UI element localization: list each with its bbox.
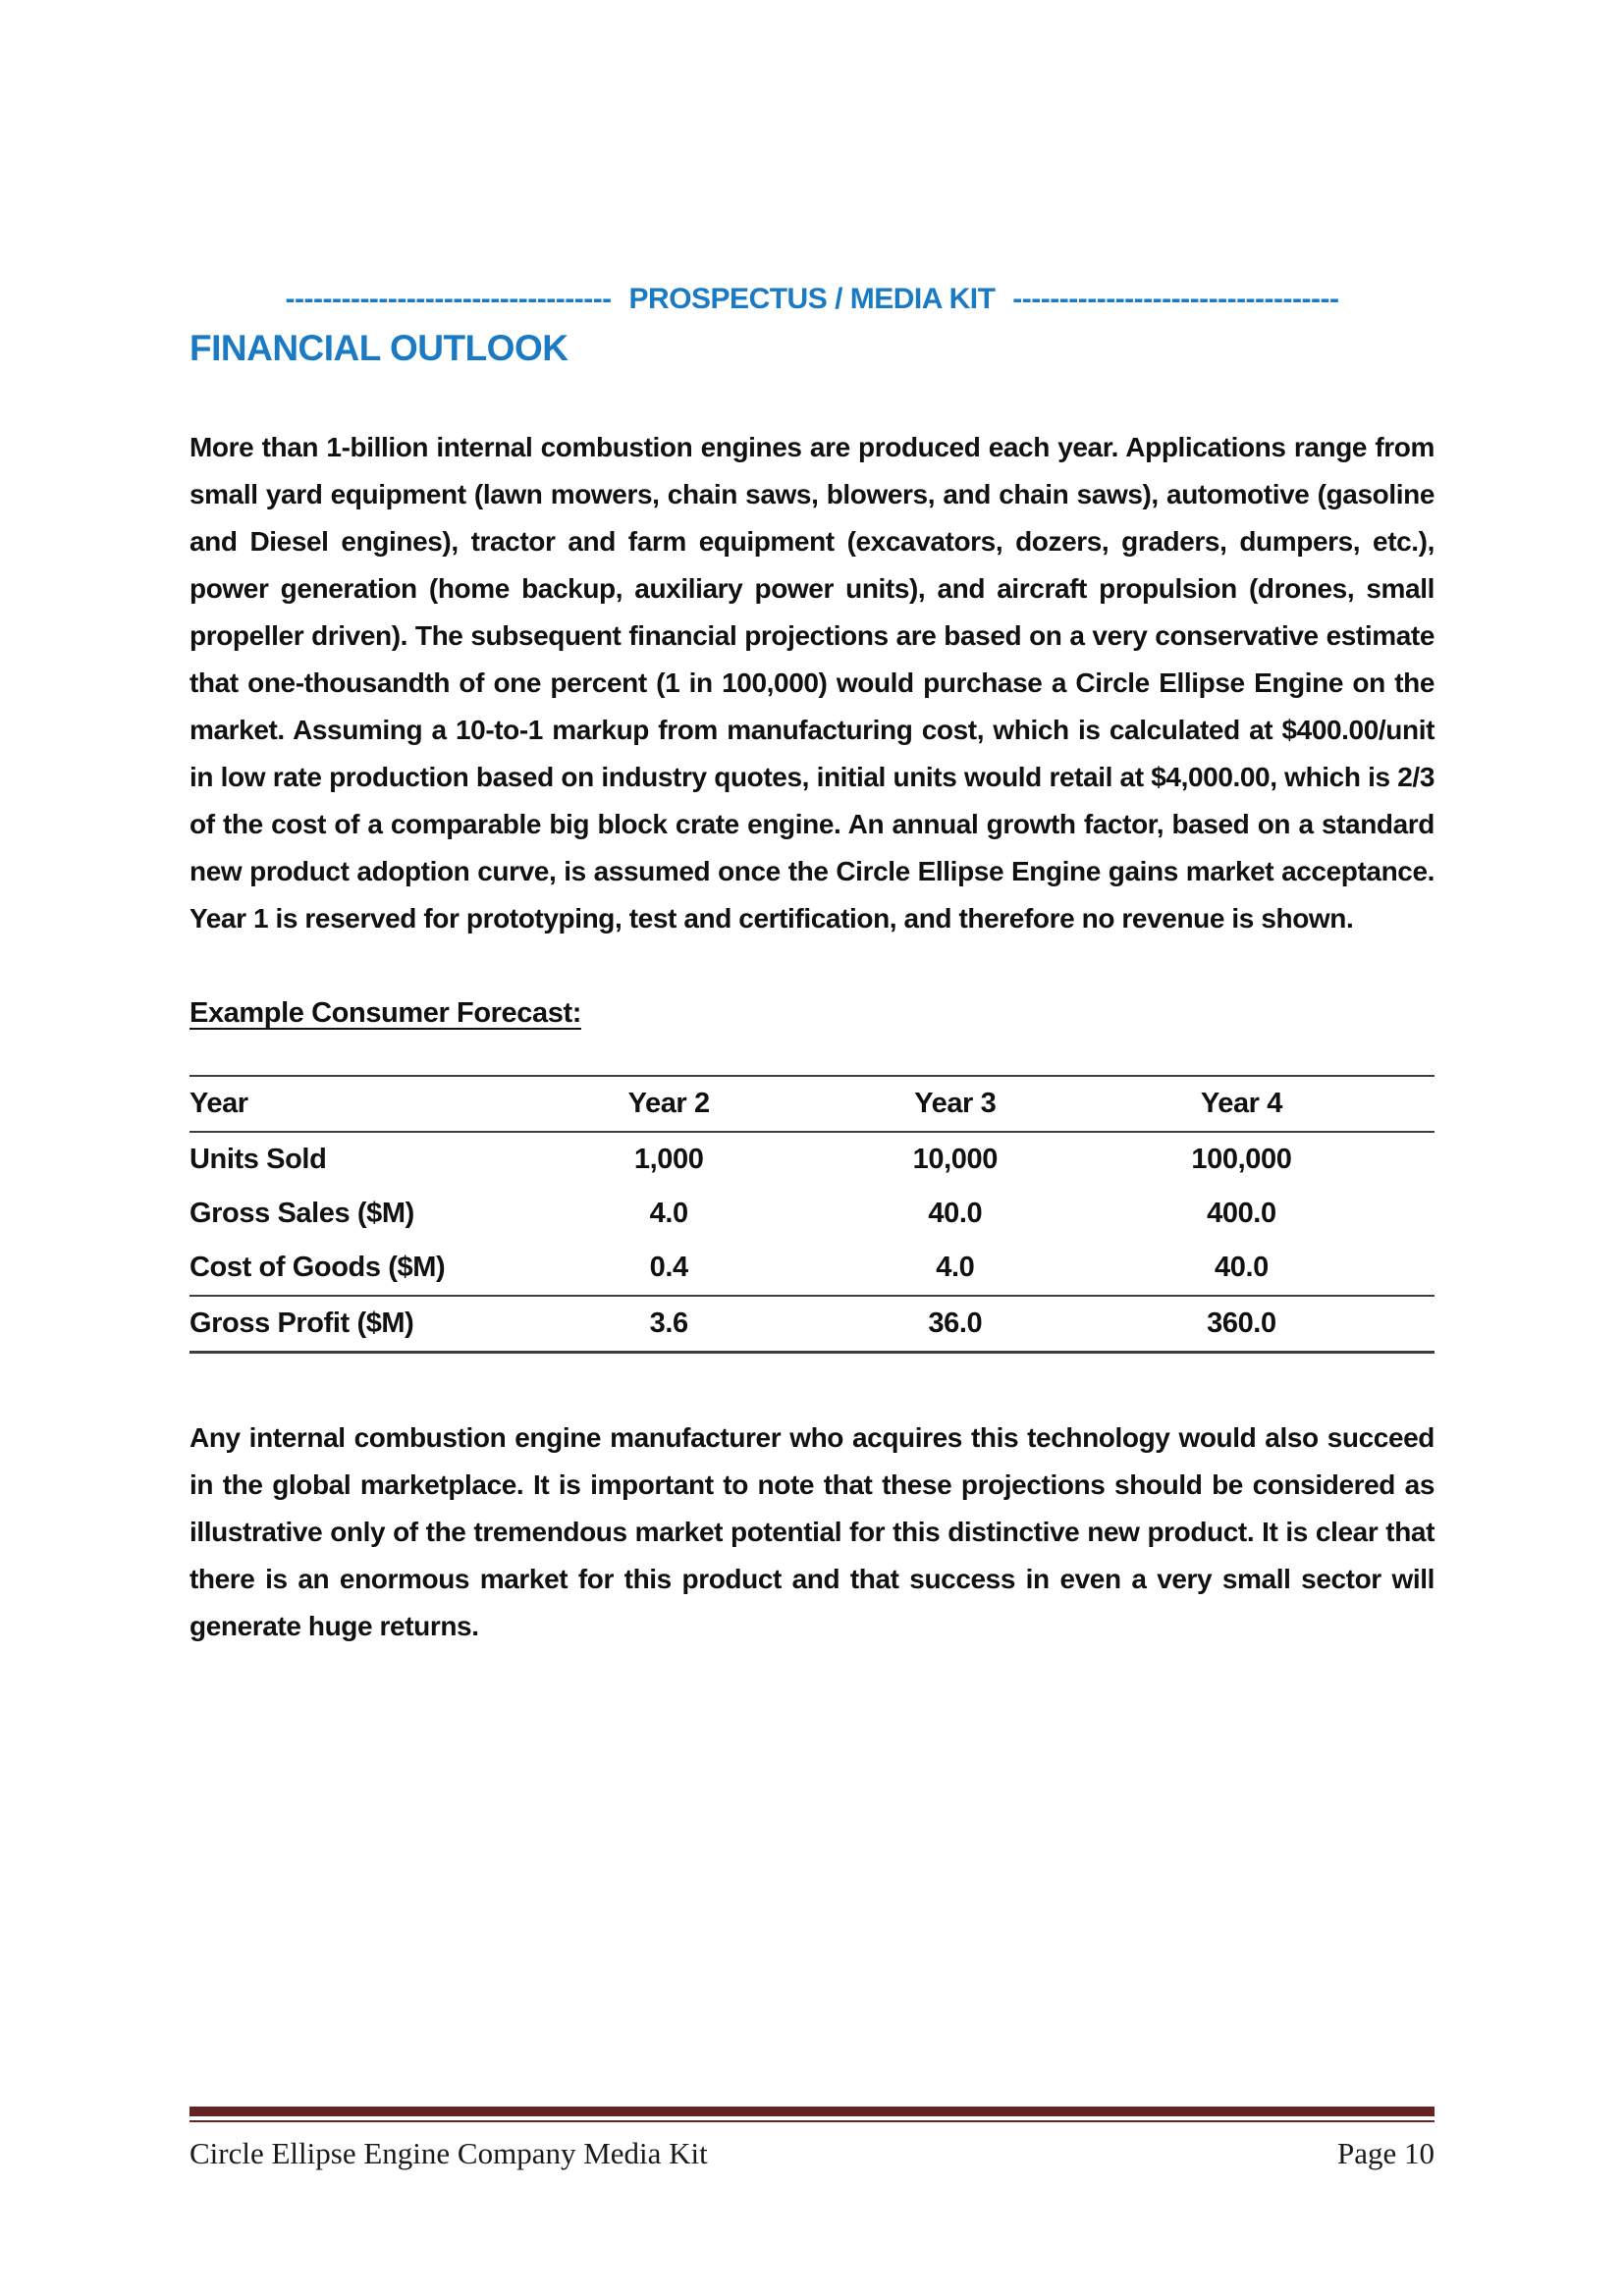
cell-value: 4.0 [649, 1198, 688, 1229]
paragraph-market: Any internal combustion engine manufacturer who acquires this technology would also succeed in the global marketplace. It is important to note that these projections should be considered as illustrative only of the tremendous market potential for this distinctive new product. It is clear that there is an enormous market for this product and that success in even a very small sector will generate huge returns. [189, 1422, 1435, 1641]
page-title: FINANCIAL OUTLOOK [189, 328, 568, 368]
row-label: Units Sold [189, 1144, 327, 1175]
cell-value: 3.6 [649, 1308, 688, 1339]
table-row-gross-sales [189, 1187, 1435, 1241]
kicker-dashes-left: ----------------------------------- [285, 283, 612, 315]
col-header-year: Year [189, 1088, 248, 1119]
row-label: Gross Sales ($M) [189, 1198, 414, 1229]
cell-spacer [1384, 1296, 1435, 1353]
col-header-spacer [1384, 1076, 1435, 1132]
cell-value: 0.4 [649, 1252, 688, 1283]
cell-value: 36.0 [928, 1308, 983, 1339]
page-footer [189, 2107, 1435, 2171]
cell-value: 100,000 [1191, 1144, 1292, 1175]
cell-value: 40.0 [1215, 1252, 1269, 1283]
cell-value: 400.0 [1207, 1198, 1276, 1229]
forecast-header-row [189, 1076, 1435, 1132]
row-label: Gross Profit ($M) [189, 1308, 414, 1339]
footer-document-title: Circle Ellipse Engine Company Media Kit [189, 2136, 708, 2170]
cell-spacer [1384, 1241, 1435, 1296]
footer-text-row [189, 2136, 1435, 2171]
row-label: Cost of Goods ($M) [189, 1252, 446, 1283]
paragraph-intro: More than 1-billion internal combustion engines are produced each year. Applications range from small yard equipment (lawn mowers, chain saws, blowers, and chain saws), automotive (gasoline and Diesel engines), tractor and farm equipment (excavators, dozers, graders, dumpers, etc.), power generation (home backup, auxiliary power units), and aircraft propulsion (drones, small propeller driven). The subsequent financial projections are based on a very conservative estimate that one-thousandth of one percent (1 in 100,000) would purchase a Circle Ellipse Engine on the market. Assuming a 10-to-1 markup from manufacturing cost, which is calculated at $400.00/unit in low rate production based on industry quotes, initial units would retail at $4,000.00, which is 2/3 of the cost of a comparable big block crate engine. An annual growth factor, based on a standard new product adoption curve, is assumed once the Circle Ellipse Engine gains market acceptance. Year 1 is reserved for prototyping, test and certification, and therefore no revenue is shown. [189, 432, 1435, 934]
cell-value: 360.0 [1207, 1308, 1276, 1339]
kicker-title: PROSPECTUS / MEDIA KIT [628, 283, 996, 315]
forecast-table [189, 1075, 1435, 1354]
cell-spacer [1384, 1132, 1435, 1187]
cell-value: 10,000 [912, 1144, 998, 1175]
cell-spacer [1384, 1187, 1435, 1241]
table-row-units-sold [189, 1132, 1435, 1187]
cell-value: 40.0 [928, 1198, 983, 1229]
forecast-caption: Example Consumer Forecast: [189, 997, 581, 1029]
footer-page-number: Page 10 [1336, 2136, 1435, 2170]
col-header-year3: Year 3 [914, 1088, 997, 1119]
page-content [189, 283, 1435, 1650]
table-row-gross-profit [189, 1296, 1435, 1353]
col-header-year4: Year 4 [1200, 1088, 1282, 1119]
cell-value: 1,000 [633, 1144, 704, 1175]
footer-rule-thin [189, 2120, 1435, 2122]
kicker-dashes-right: ----------------------------------- [1012, 283, 1339, 315]
footer-rule-thick [189, 2107, 1435, 2116]
cell-value: 4.0 [936, 1252, 975, 1283]
section-kicker [189, 283, 1435, 316]
col-header-year2: Year 2 [627, 1088, 710, 1119]
table-row-cost-of-goods [189, 1241, 1435, 1296]
